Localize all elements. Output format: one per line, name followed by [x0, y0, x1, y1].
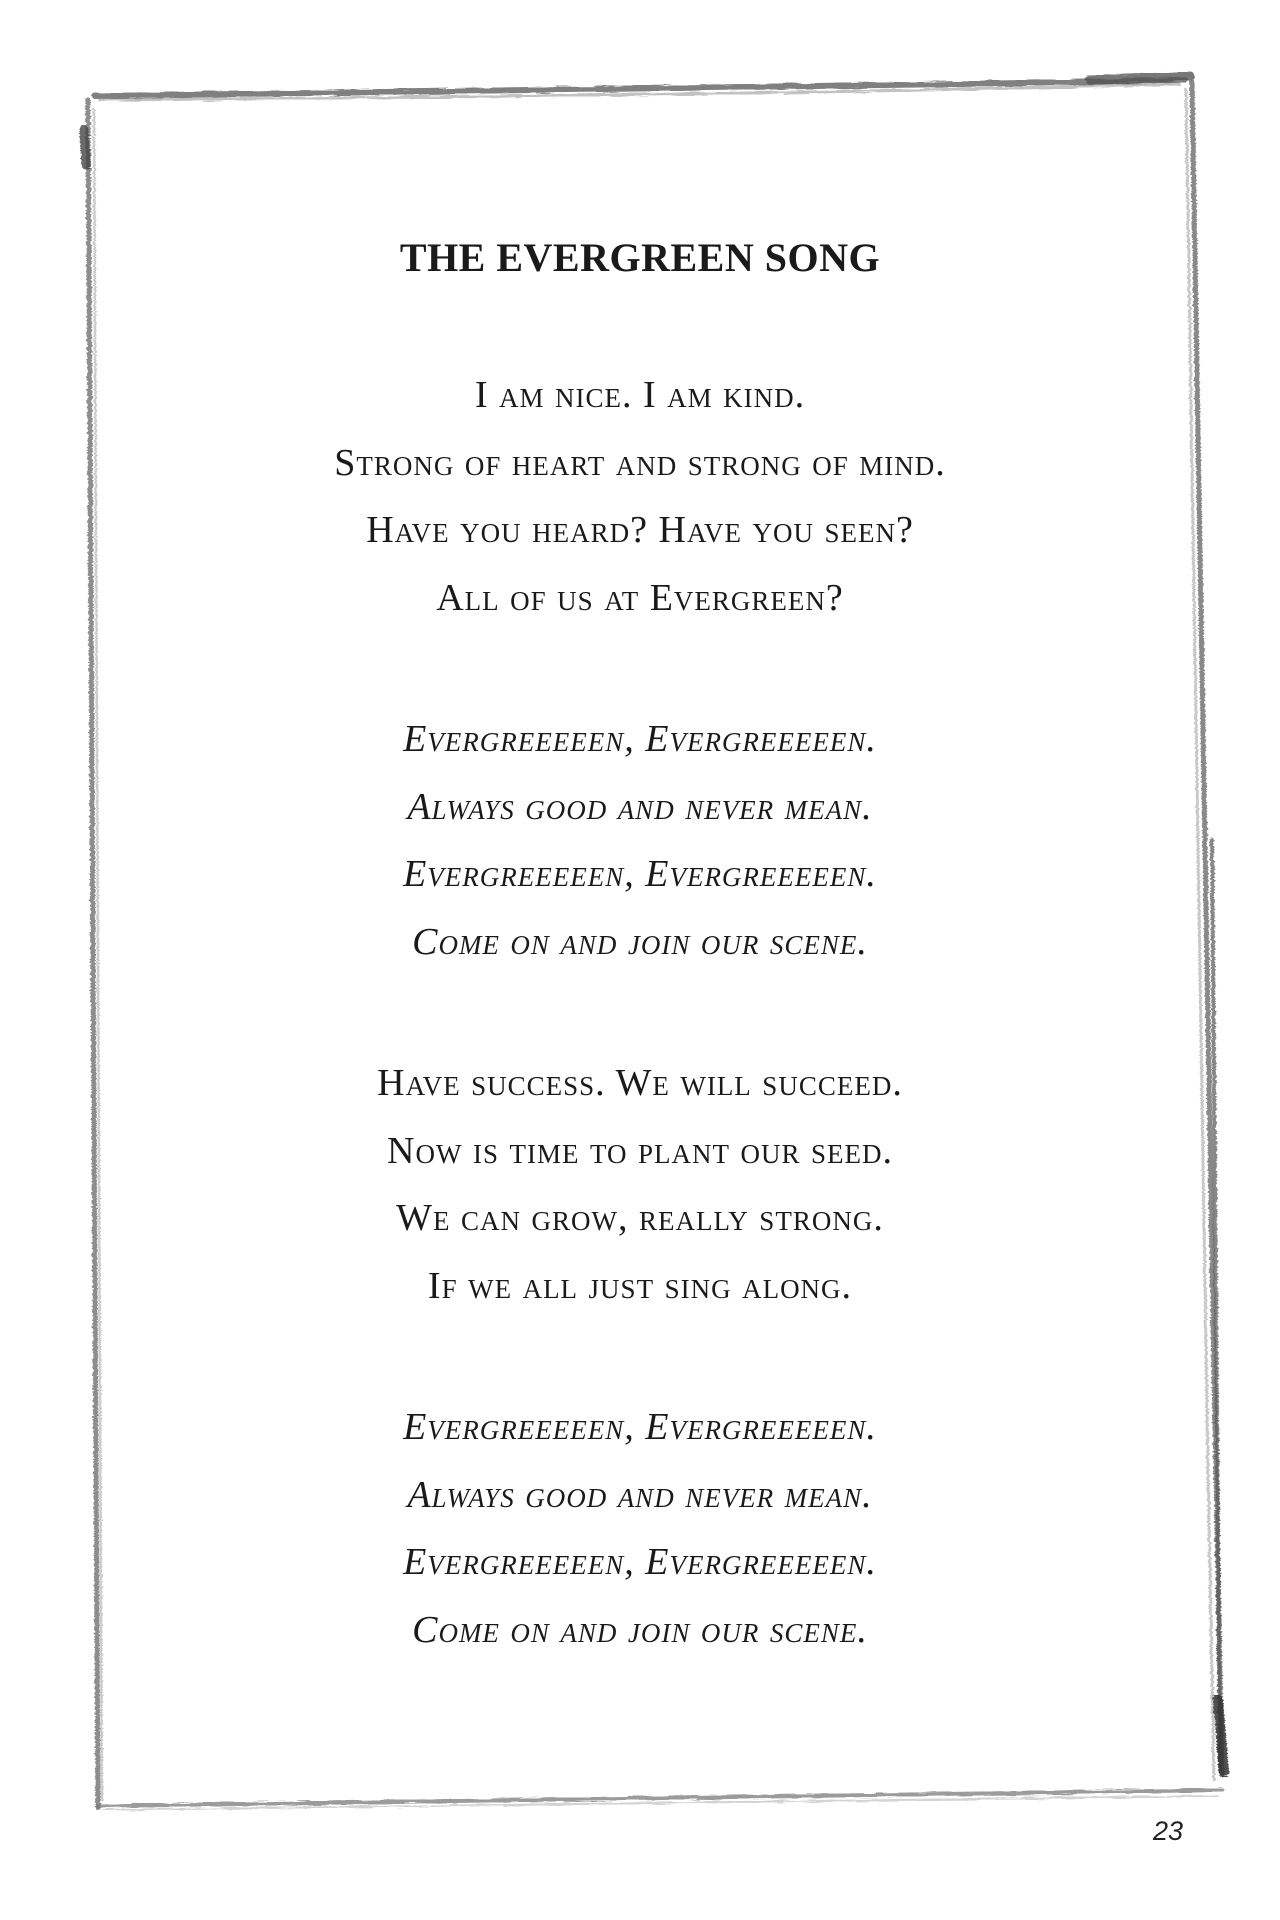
lyric-line: All of us at Evergreen? — [436, 576, 844, 619]
lyric-line: I am nice. I am kind. — [474, 374, 806, 416]
stanza-chorus-1 — [100, 706, 1180, 976]
lyric-line: We can grow, really strong. — [396, 1197, 884, 1239]
lyric-line: Strong of heart and strong of mind. — [334, 441, 946, 484]
lyric-line: Now is time to plant our seed. — [387, 1129, 893, 1172]
stanza-verse-1 — [100, 362, 1180, 632]
song-title: THE EVERGREEN SONG — [399, 235, 881, 280]
song-content — [100, 228, 1180, 1664]
lyric-line: Evergreeeeen, Evergreeeeen. — [403, 1541, 877, 1583]
lyric-line: Have you heard? Have you seen? — [366, 509, 914, 551]
lyric-line: Evergreeeeen, Evergreeeeen. — [403, 853, 877, 895]
frame-left-edge — [88, 100, 98, 1808]
lyric-line: Evergreeeeen, Evergreeeeen. — [403, 718, 877, 760]
lyric-line: Come on and join our scene. — [412, 1608, 868, 1651]
page-number: 23 — [1152, 1816, 1183, 1846]
lyric-line: Evergreeeeen, Evergreeeeen. — [403, 1406, 877, 1448]
lyric-line: If we all just sing along. — [427, 1264, 853, 1307]
lyric-line: Have success. We will succeed. — [377, 1062, 903, 1104]
lyric-line: Always good and never mean. — [407, 1473, 873, 1516]
lyric-line: Come on and join our scene. — [412, 920, 868, 963]
stanza-verse-2 — [100, 1050, 1180, 1320]
lyric-line: Always good and never mean. — [407, 785, 873, 828]
stanza-chorus-2 — [100, 1394, 1180, 1664]
